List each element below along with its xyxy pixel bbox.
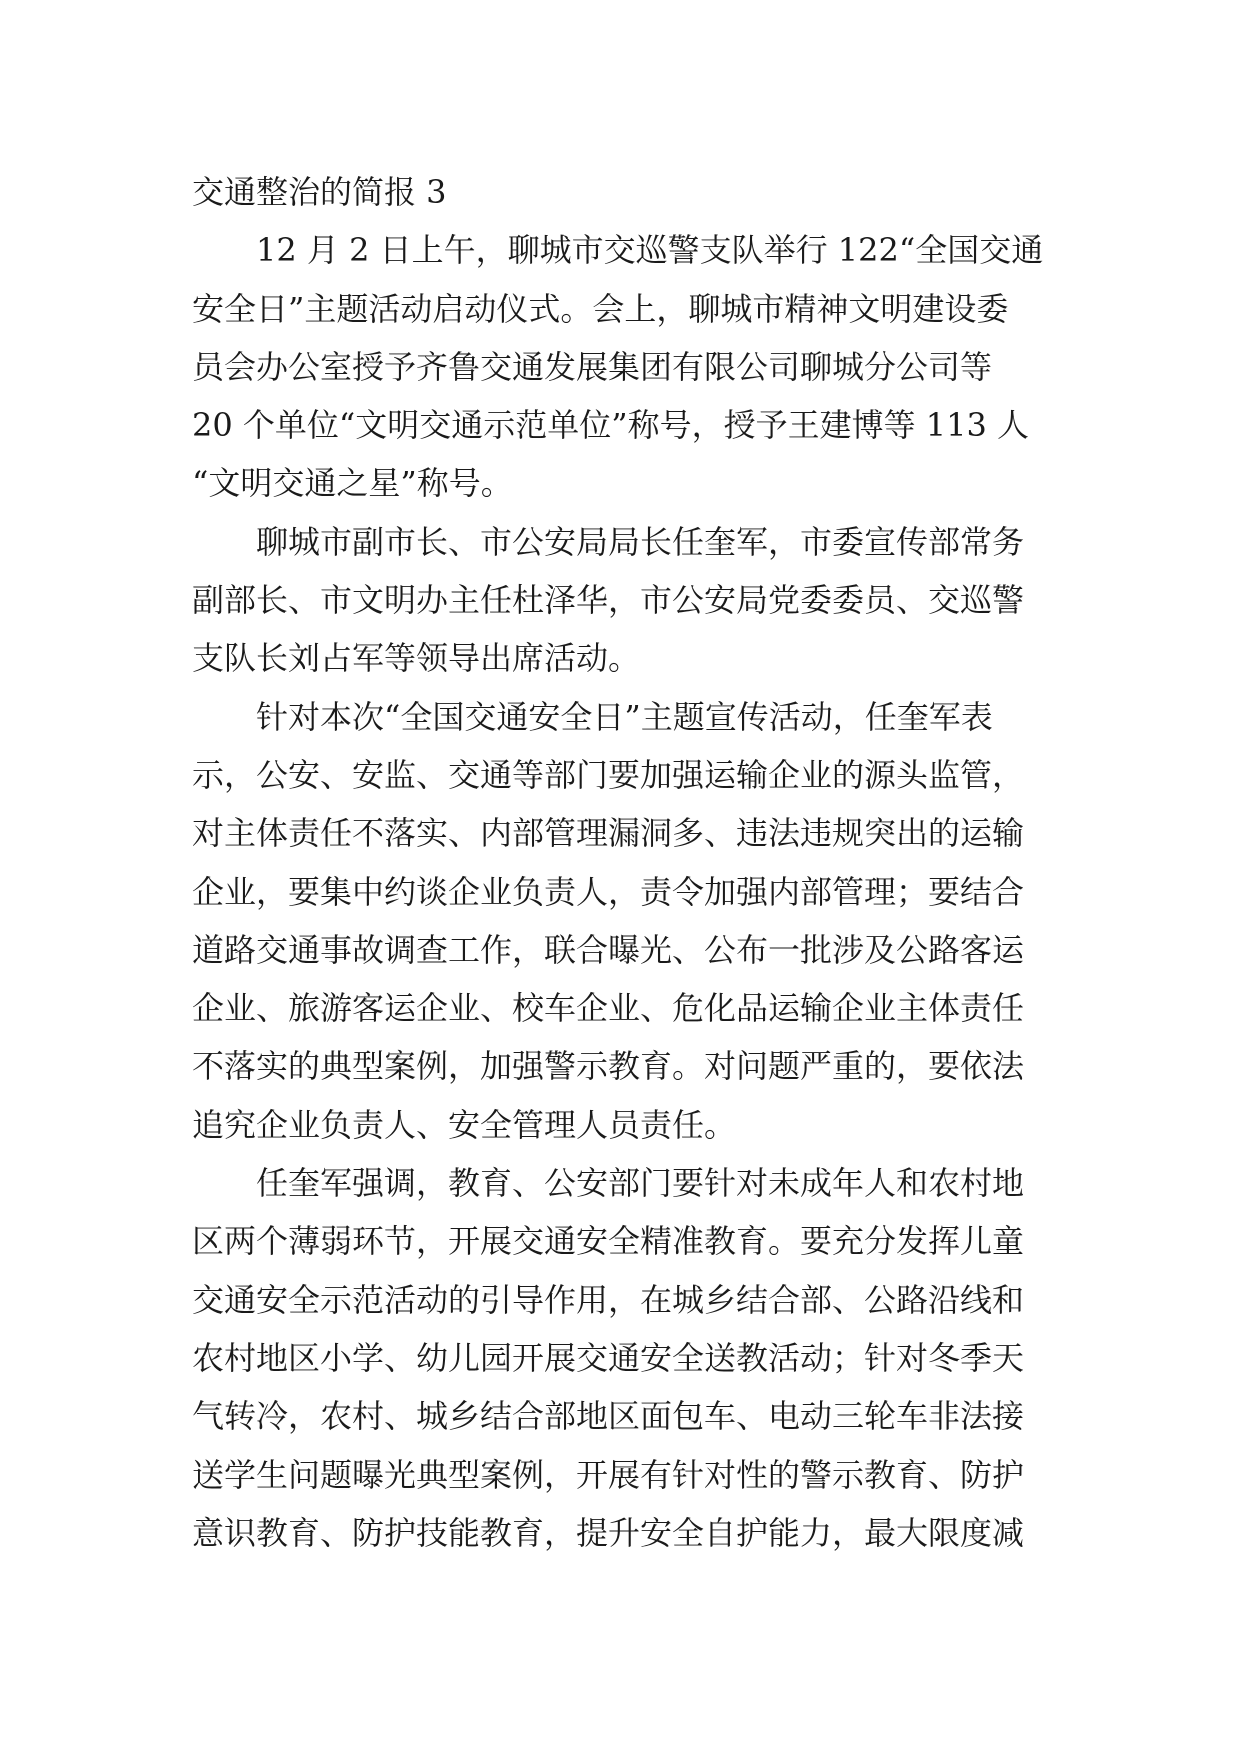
text-line: 聊城市副市长、市公安局局长任奎军，市委宣传部常务 [256,522,1025,561]
text-line: 20 个单位“文明交通示范单位”称号，授予王建博等 113 人 [192,406,1030,445]
text-line: 不落实的典型案例，加强警示教育。对问题严重的，要依法 [192,1047,1025,1086]
paragraph-2 [192,513,1072,688]
text-line: 交通安全示范活动的引导作用，在城乡结合部、公路沿线和 [192,1280,1025,1319]
text-line: “文明交通之星”称号。 [192,464,513,503]
text-line: 企业，要集中约谈企业负责人，责令加强内部管理；要结合 [192,872,1025,911]
text-line: 副部长、市文明办主任杜泽华，市公安局党委委员、交巡警 [192,581,1025,620]
text-line: 支队长刘占军等领导出席活动。 [192,639,641,678]
paragraph-3 [192,688,1072,1154]
text-line: 区两个薄弱环节，开展交通安全精准教育。要充分发挥儿童 [192,1222,1025,1261]
text-line: 安全日”主题活动启动仪式。会上，聊城市精神文明建设委 [192,289,1009,328]
text-line: 12 月 2 日上午，聊城市交巡警支队举行 122“全国交通 [256,231,1044,270]
document-title: 交通整治的简报 3 [192,173,447,211]
text-line: 对主体责任不落实、内部管理漏洞多、违法违规突出的运输 [192,814,1025,853]
text-line: 企业、旅游客运企业、校车企业、危化品运输企业主体责任 [192,989,1025,1028]
text-line: 针对本次“全国交通安全日”主题宣传活动，任奎军表 [256,697,993,736]
text-line: 任奎军强调，教育、公安部门要针对未成年人和农村地 [256,1164,1025,1203]
text-line: 追究企业负责人、安全管理人员责任。 [192,1105,737,1144]
paragraph-4 [192,1154,1072,1562]
text-line: 农村地区小学、幼儿园开展交通安全送教活动；针对冬季天 [192,1338,1025,1377]
document-body [192,163,1072,1562]
paragraph-1 [192,221,1072,512]
text-line: 员会办公室授予齐鲁交通发展集团有限公司聊城分公司等 [192,347,993,386]
text-line: 气转冷，农村、城乡结合部地区面包车、电动三轮车非法接 [192,1397,1025,1436]
text-line: 意识教育、防护技能教育，提升安全自护能力，最大限度减 [192,1513,1025,1552]
text-line: 道路交通事故调查工作，联合曝光、公布一批涉及公路客运 [192,930,1025,969]
text-line: 示，公安、安监、交通等部门要加强运输企业的源头监管， [192,755,1025,794]
text-line: 送学生问题曝光典型案例，开展有针对性的警示教育、防护 [192,1455,1025,1494]
